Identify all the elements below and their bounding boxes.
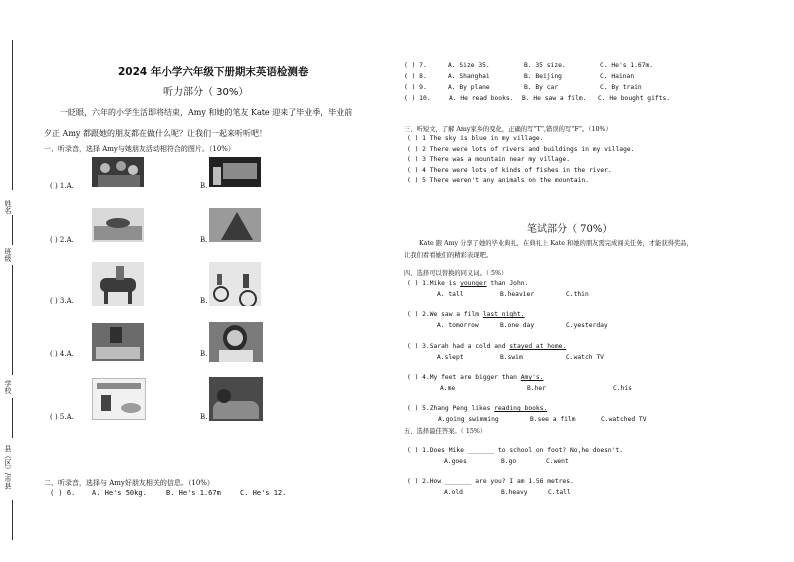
- question-7-paren: ( ) 7.: [404, 62, 427, 69]
- synonym-q4-option-a: A.me: [440, 385, 456, 392]
- binding-line: [12, 40, 13, 190]
- synonym-q5-option-a: A.going swimming: [438, 416, 499, 423]
- q2-a-picture[interactable]: [92, 208, 144, 242]
- question-2-prefix: ( ) 2.A.: [50, 236, 74, 244]
- synonym-question-1: ( ) 1.Mike is younger than John.: [407, 280, 529, 287]
- tf-item: ( ) 5 There weren't any animals on the mountain.: [407, 177, 589, 184]
- q1-b-picture[interactable]: [209, 157, 261, 187]
- section-3-heading: 三、听短文，了解 Amy家乡的变化，正确的写“T”,错误的写“F”。（10%）: [404, 126, 612, 133]
- name-field-label: 姓名: [4, 200, 12, 214]
- question-9-option-b: B. By car: [524, 84, 559, 91]
- section-5-heading: 五、选择最佳答案。（ 15%）: [404, 428, 487, 435]
- question-2-b-label: B.: [200, 236, 208, 244]
- q4-a-picture[interactable]: [92, 323, 144, 361]
- q3-a-picture[interactable]: [92, 262, 144, 306]
- question-8-paren: ( ) 8.: [404, 73, 427, 80]
- exam-title: 2024 年小学六年级下册期末英语检测卷: [118, 66, 309, 78]
- question-9-option-c: C. By train: [600, 84, 642, 91]
- q1-a-picture[interactable]: [92, 157, 144, 187]
- section-4-heading: 四、选择可以替换的同义词。（ 5%）: [404, 270, 508, 277]
- synonym-q2-option-b: B.one day: [500, 322, 535, 329]
- synonym-q5-option-b: B.see a film: [530, 416, 576, 423]
- written-intro-2: 让我们看看她们的精彩表现吧。: [404, 252, 493, 259]
- written-intro-1: Kate 跟 Amy 分享了她的毕业典礼，在典礼上 Kate 和她的朋友需完成闯关任务，才能获得奖品，: [419, 240, 693, 247]
- question-10-option-b: B. He saw a film.: [522, 95, 587, 102]
- synonym-q3-option-a: A.slept: [437, 354, 464, 361]
- synonym-q3-option-c: C.watch TV: [566, 354, 604, 361]
- question-7-option-c: C. He's 1.67m.: [600, 62, 654, 69]
- question-10-option-a: A. He read books.: [449, 95, 514, 102]
- best-answer-question-1: ( ) 1.Does Mike _______ to school on foot? No,he doesn't.: [407, 447, 624, 454]
- synonym-q4-option-b: B.her: [527, 385, 546, 392]
- question-10-paren: ( ) 10.: [404, 95, 431, 102]
- question-6-option-c: C. He's 12.: [240, 489, 287, 497]
- best-answer-q2-option-a: A.old: [444, 489, 463, 496]
- synonym-q4-option-c: C.his: [613, 385, 632, 392]
- synonym-question-5: ( ) 5.Zhang Peng likes reading books.: [407, 405, 548, 412]
- tf-item: ( ) 2 There were lots of rivers and buildings in my village.: [407, 145, 635, 153]
- q2-b-picture[interactable]: [209, 208, 261, 242]
- question-6-paren: ( ) 6.: [50, 489, 76, 497]
- tf-item: ( ) 1 The sky is blue in my village.: [407, 135, 544, 142]
- intro-line-1: 一眨眼，六年的小学生活即将结束，Amy 和她的笔友 Kate 迎来了毕业季，毕业前: [60, 108, 353, 117]
- q4-b-picture[interactable]: [209, 322, 263, 362]
- q3-b-picture[interactable]: [209, 262, 261, 306]
- synonym-question-2: ( ) 2.We saw a film last night.: [407, 311, 525, 318]
- county-field-label: 县（区）/市县: [4, 445, 12, 490]
- q5-b-picture[interactable]: [209, 377, 263, 421]
- synonym-q1-option-a: A. tall: [437, 291, 464, 298]
- q5-a-picture[interactable]: [92, 378, 146, 420]
- class-field-label: 班级: [4, 248, 12, 262]
- question-4-prefix: ( ) 4.A.: [50, 350, 74, 358]
- question-9-paren: ( ) 9.: [404, 84, 427, 91]
- binding-line: [12, 265, 13, 375]
- section-1-heading: 一、听录音，选择 Amy与她朋友活动相符合的图片。（10%）: [44, 145, 235, 153]
- best-answer-q2-option-c: C.tall: [548, 489, 571, 496]
- synonym-q3-option-b: B.swim: [500, 354, 523, 361]
- question-8-option-b: B. Beijing: [524, 73, 562, 80]
- best-answer-q1-option-c: C.went: [546, 458, 569, 465]
- question-7-option-b: B. 35 size.: [524, 62, 566, 69]
- tf-item: ( ) 4 There were lots of kinds of fishes in the river.: [407, 166, 612, 174]
- best-answer-q2-option-b: B.heavy: [501, 489, 528, 496]
- binding-line: [12, 215, 13, 245]
- question-1-prefix: ( ) 1.A.: [50, 182, 74, 190]
- binding-line: [12, 500, 13, 540]
- question-7-option-a: A. Size 35.: [448, 62, 490, 69]
- question-6-option-a: A. He's 50kg.: [92, 489, 147, 497]
- question-3-b-label: B.: [200, 297, 208, 305]
- synonym-question-4: ( ) 4.My feet are bigger than Amy's.: [407, 374, 544, 381]
- school-field-label: 学校: [4, 380, 12, 394]
- question-4-b-label: B.: [200, 350, 208, 358]
- binding-margin: [0, 0, 24, 562]
- synonym-q1-option-c: C.thin: [566, 291, 589, 298]
- intro-line-2: 夕正 Amy 都跟她的朋友都在做什么呢？让我们一起来听听吧！: [44, 129, 267, 138]
- question-1-b-label: B.: [200, 182, 208, 190]
- question-3-prefix: ( ) 3.A.: [50, 297, 74, 305]
- synonym-q2-option-c: C.yesterday: [566, 322, 608, 329]
- question-5-prefix: ( ) 5.A.: [50, 413, 74, 421]
- question-5-b-label: B.: [200, 413, 208, 421]
- listening-heading: 听力部分（ 30%）: [163, 87, 249, 98]
- tf-item: ( ) 3 There was a mountain near my village.: [407, 156, 571, 163]
- best-answer-q1-option-a: A.goes: [444, 458, 467, 465]
- question-6-option-b: B. He's 1.67m: [166, 489, 221, 497]
- written-heading: 笔试部分（ 70%）: [527, 224, 613, 235]
- question-9-option-a: A. By plane: [448, 84, 490, 91]
- synonym-q1-option-b: B.heavier: [500, 291, 535, 298]
- synonym-q5-option-c: C.watched TV: [601, 416, 647, 423]
- question-10-option-c: C. He bought gifts.: [598, 95, 671, 102]
- synonym-q2-option-a: A. tomorrow: [437, 322, 479, 329]
- question-8-option-a: A. Shanghai: [448, 73, 490, 80]
- binding-line: [12, 398, 13, 438]
- best-answer-q1-option-b: B.go: [501, 458, 517, 465]
- synonym-question-3: ( ) 3.Sarah had a cold and stayed at home.: [407, 343, 567, 350]
- question-8-option-c: C. Hainan: [600, 73, 635, 80]
- best-answer-question-2: ( ) 2.How _______ are you? I am 1.56 metres.: [407, 478, 574, 485]
- section-2-heading: 二、听录音，选择与 Amy好朋友相关的信息。（10%）: [44, 479, 214, 487]
